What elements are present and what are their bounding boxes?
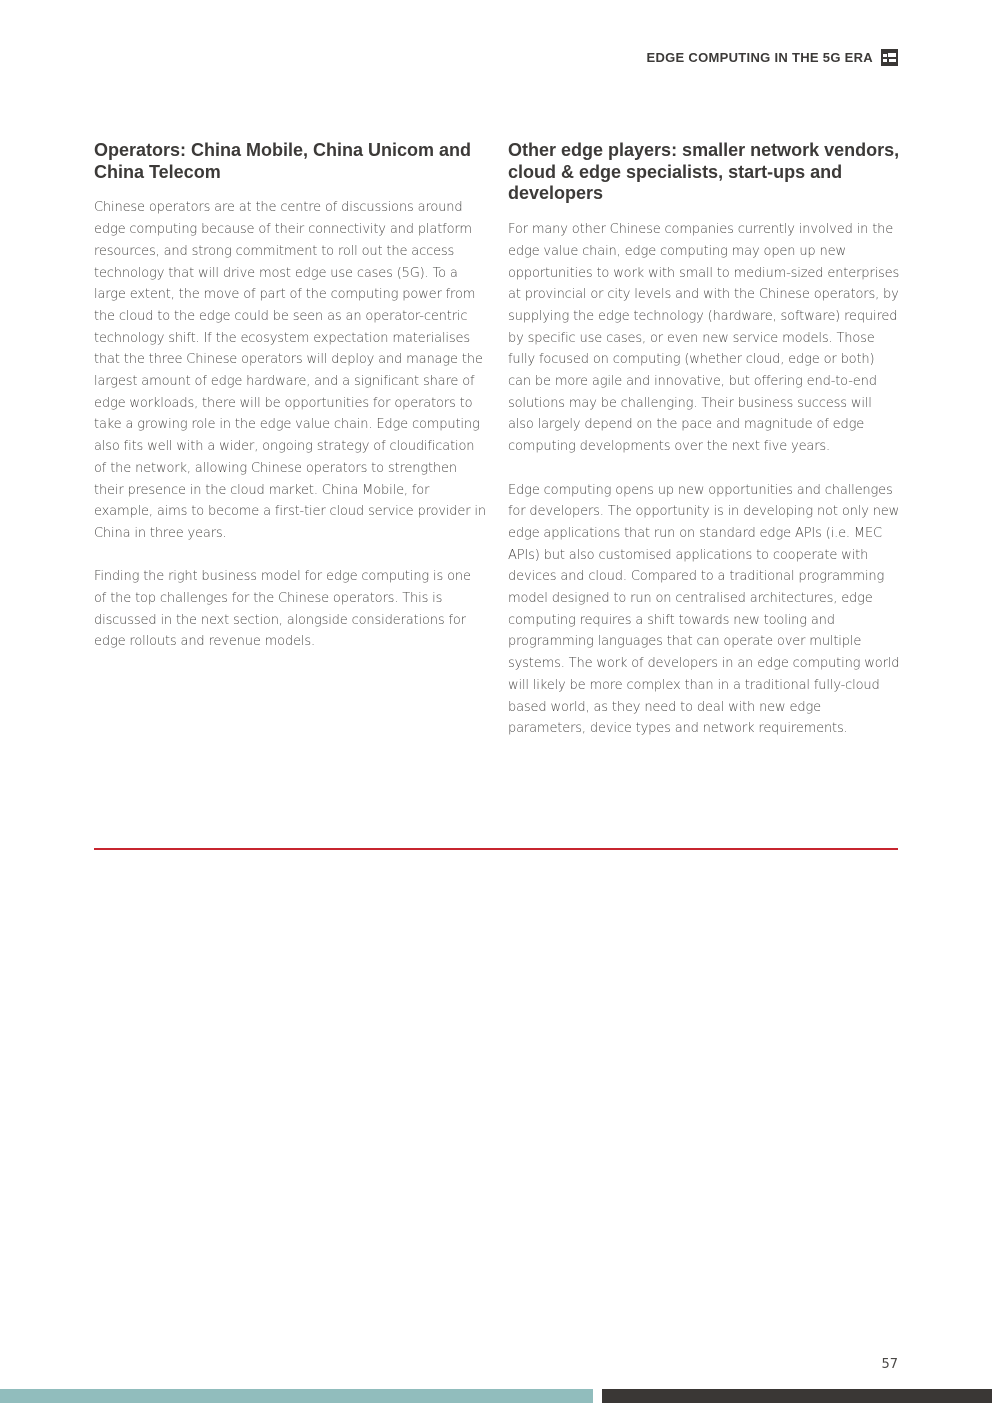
operators-paragraph-2: Finding the right business model for edge computing is one of the top challenges for the Chinese operators. This is discussed in the next section, alongside considerations for edge rollouts and revenue models. [94,569,471,650]
other-players-paragraph-1: For many other Chinese companies currently involved in the edge value chain, edge computing may open up new opportunities to work with small to medium-sized enterprises at provincial or city levels and with the Chinese operators, by supplying the edge technology (hardware, software) required by specific use cases, or even new service models. Those fully focused on computing (whether cloud, edge or both) can be more agile and innovative, but offering end-to-end solutions may be challenging. Their business success will also largely depend on the pace and magnitude of edge computing developments over the next five years. [508,222,900,455]
footer-bar-teal [0,1389,593,1403]
other-players-section [508,140,900,762]
report-title: EDGE COMPUTING IN THE 5G ERA [646,49,873,65]
other-players-heading: Other edge players: smaller network vendors, cloud & edge specialists, start-ups and developers [508,140,900,204]
operators-paragraph-1: Chinese operators are at the centre of discussions around edge computing because of their connectivity and platform resources, and strong commitment to roll out the access technology that will drive most edge use cases (5G). To a large extent, the move of part of the computing power from the cloud to the edge could be seen as an operator-centric technology shift. If the ecosystem expectation materialises that the three Chinese operators will deploy and manage the largest amount of edge hardware, and a significant share of edge workloads, there will be opportunities for operators to take a growing role in the edge value chain. Edge computing also fits well with a wider, ongoing strategy of cloudification of the network, allowing Chinese operators to strengthen their presence in the cloud market. China Mobile, for example, aims to become a first-tier cloud service provider in China in three years. [94,200,486,541]
running-header [646,49,898,66]
operators-heading: Operators: China Mobile, China Unicom and China Telecom [94,140,472,182]
section-divider [94,848,898,850]
operators-section [94,140,486,675]
report-cover-icon [881,49,898,66]
other-players-paragraph-2: Edge computing opens up new opportunities and challenges for developers. The opportunity is in developing not only new edge applications that run on standard edge APIs (i.e. MEC APIs) but also customised applications to cooperate with devices and cloud. Compared to a traditional programming model designed to run on centralised architectures, edge computing requires a shift towards new tooling and programming languages that can operate over multiple systems. The work of developers in an edge computing world will likely be more complex than in a traditional fully-cloud based world, as they need to deal with new edge parameters, device types and network requirements. [508,482,900,737]
footer-bar-dark [602,1389,992,1403]
page-number: 57 [881,1357,898,1372]
